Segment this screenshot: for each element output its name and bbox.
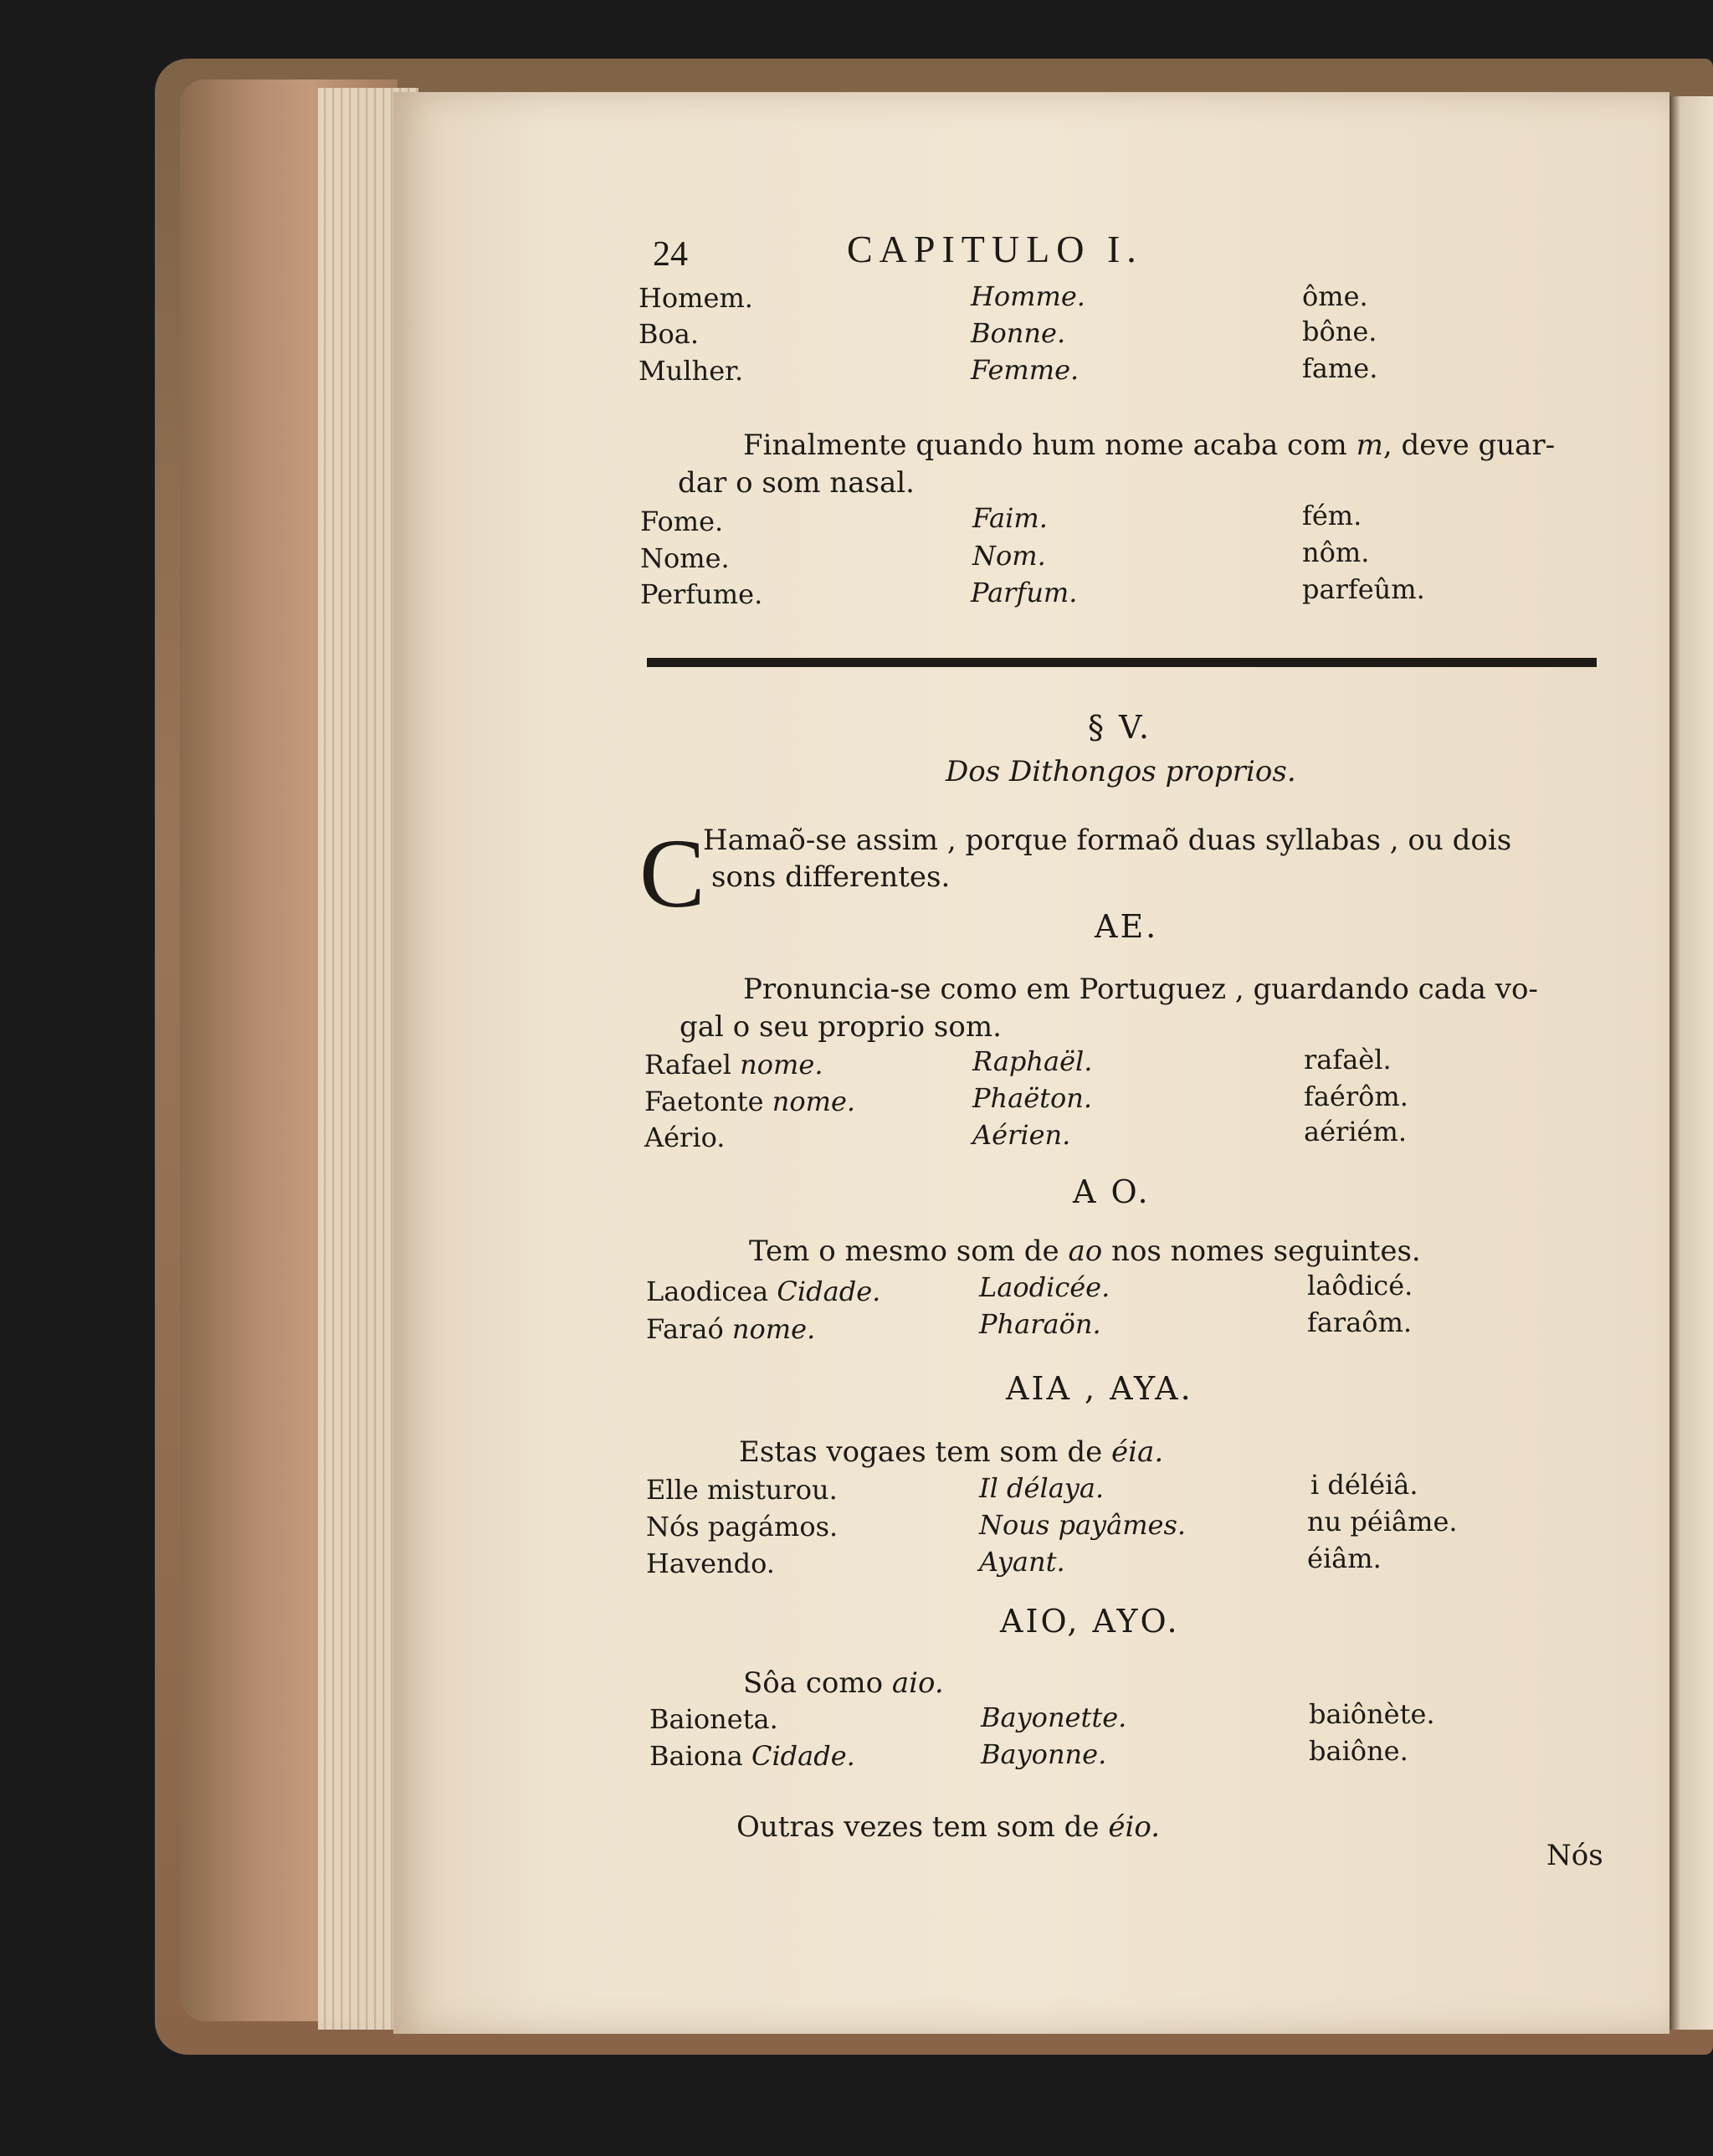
section-divider-rule [647, 658, 1597, 667]
last-line-text: Outras vezes tem som de [736, 1810, 1100, 1844]
section-mark: § V. [1088, 709, 1151, 746]
word-pron: aériém. [1304, 1116, 1407, 1147]
drop-cap: C [639, 819, 705, 928]
paragraph-line [743, 429, 1556, 462]
word-pt-text: Aério. [644, 1122, 726, 1153]
word-fr: Homme. [971, 280, 1085, 312]
word-pt [646, 1313, 816, 1345]
ao-text: Tem o mesmo som de [749, 1235, 1059, 1268]
catchword: Nós [1546, 1839, 1603, 1872]
word-pron: éiâm. [1307, 1543, 1382, 1574]
word-pt: Homem. [639, 282, 753, 314]
word-pt [644, 1088, 855, 1115]
word-pt: Nós pagámos. [646, 1511, 839, 1543]
word-fr: Bayonne. [981, 1738, 1107, 1770]
word-pron: bône. [1302, 316, 1377, 347]
word-pt-note: Cidade. [777, 1276, 881, 1307]
word-fr: Ayant. [979, 1546, 1065, 1578]
word-pron: fame. [1302, 352, 1378, 384]
word-pt: Mulher. [639, 355, 744, 387]
word-pt [644, 1049, 823, 1081]
word-pt: Fome. [640, 506, 724, 537]
word-pron: laôdicé. [1307, 1270, 1413, 1301]
word-pt: Boa. [639, 318, 700, 350]
word-pron: baiônète. [1309, 1698, 1435, 1730]
aia-text: Estas vogaes tem som de [739, 1435, 1103, 1469]
word-pt-text: Rafael [644, 1049, 731, 1081]
intro-line: Hamaõ-se assim , porque formaõ duas syllabas , ou dois [703, 824, 1512, 857]
word-pt [644, 1124, 725, 1151]
ae-line: gal o seu proprio som. [680, 1010, 1002, 1044]
word-pt-text: Faetonte [644, 1086, 764, 1117]
paragraph-line: dar o som nasal. [678, 466, 915, 500]
intro-line: sons differentes. [711, 860, 951, 894]
word-pron: i déléiâ. [1310, 1469, 1418, 1501]
word-fr: Aérien. [972, 1119, 1071, 1151]
last-line-emphasis: éio. [1108, 1810, 1161, 1844]
word-pron: rafaèl. [1304, 1044, 1392, 1075]
word-fr: Bonne. [971, 317, 1066, 349]
word-fr: Phaëton. [972, 1082, 1093, 1114]
ao-emphasis: ao [1068, 1235, 1103, 1268]
section-title: Dos Dithongos proprios. [946, 755, 1296, 788]
aia-emphasis: éia. [1111, 1435, 1164, 1469]
word-pron: parfeûm. [1302, 573, 1425, 605]
word-pt-text: Baiona [649, 1740, 743, 1772]
subheading-ao: A O. [1073, 1173, 1151, 1210]
ao-text: nos nomes seguintes. [1111, 1235, 1421, 1268]
word-pt-text: Laodicea [646, 1276, 769, 1307]
word-pt: Havendo. [646, 1548, 775, 1579]
facing-page-edge [1669, 96, 1713, 2030]
ae-line: Pronuncia-se como em Portuguez , guardando cada vo- [743, 973, 1538, 1006]
running-header: CAPITULO I. [847, 228, 1143, 270]
aia-line [739, 1435, 1164, 1469]
word-fr: Raphaël. [972, 1045, 1093, 1077]
subheading-aia: AIA , AYA. [1006, 1370, 1193, 1407]
word-fr: Parfum. [971, 577, 1078, 608]
word-pron: fém. [1302, 500, 1362, 531]
last-line [736, 1810, 1161, 1844]
word-fr: Nom. [972, 540, 1046, 572]
aio-emphasis: aio. [891, 1666, 944, 1700]
word-pt: Baioneta. [649, 1703, 778, 1735]
word-pt: Elle misturou. [646, 1474, 838, 1506]
word-fr: Il délaya. [979, 1472, 1105, 1504]
word-pt-text: Faraó [646, 1313, 724, 1345]
word-pron: faraôm. [1307, 1306, 1413, 1338]
word-pron: nu péiâme. [1307, 1506, 1458, 1537]
word-pron: baiône. [1309, 1735, 1408, 1767]
word-fr: Bayonette. [981, 1702, 1127, 1733]
subheading-aio: AIO, AYO. [1000, 1603, 1180, 1640]
word-pt: Nome. [640, 542, 730, 574]
aio-line [743, 1666, 944, 1700]
word-fr: Faim. [972, 502, 1048, 534]
paragraph-text: , deve guar- [1382, 429, 1556, 462]
page-number: 24 [653, 235, 688, 274]
word-pron: ôme. [1302, 280, 1368, 312]
word-pron: faérôm. [1304, 1081, 1408, 1112]
aio-text: Sôa como [743, 1666, 884, 1700]
word-pt-note: nome. [740, 1049, 823, 1081]
word-pt-note: Cidade. [751, 1740, 855, 1772]
word-fr: Nous payâmes. [979, 1509, 1187, 1541]
word-pt-note: nome. [731, 1313, 816, 1345]
paragraph-emphasis: m [1356, 429, 1383, 462]
word-pt [649, 1740, 855, 1772]
ao-line [749, 1235, 1421, 1268]
word-fr: Femme. [971, 354, 1080, 386]
subheading-ae: AE. [1095, 908, 1159, 945]
word-pt: Perfume. [640, 578, 763, 610]
word-fr: Laodicée. [979, 1271, 1110, 1303]
paragraph-text: Finalmente quando hum nome acaba com [743, 429, 1347, 462]
word-pt-note: nome. [772, 1086, 856, 1117]
word-fr: Pharaön. [979, 1308, 1101, 1340]
word-pt [646, 1278, 880, 1305]
word-pron: nôm. [1302, 536, 1370, 568]
